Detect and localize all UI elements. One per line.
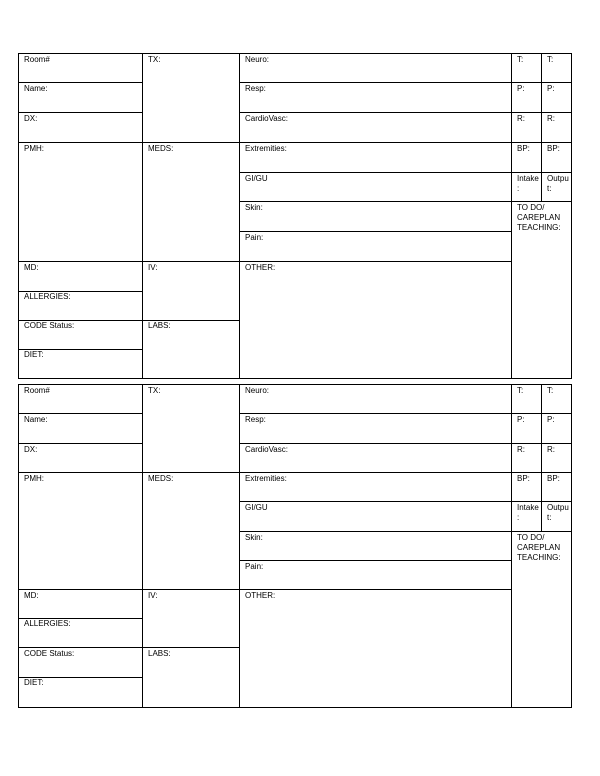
grid-line [18,647,143,648]
grid-line [239,501,512,502]
bp-label: BP: [547,474,560,483]
gigu-label: GI/GU [245,503,268,512]
room-label: Room# [24,386,50,395]
resp-rate-label: R: [517,114,525,123]
grid-line [511,413,572,414]
md-label: MD: [24,591,39,600]
grid-line [511,501,572,502]
meds-label: MEDS: [148,144,174,153]
grid-line [18,384,572,385]
room-label: Room# [24,55,50,64]
name-label: Name: [24,84,48,93]
pmh-label: PMH: [24,474,44,483]
bp-label: BP: [547,144,560,153]
report-sheet-1 [18,53,572,379]
grid-line [239,413,512,414]
temp-label: T: [547,55,554,64]
allergies-label: ALLERGIES: [24,619,71,628]
grid-line [18,53,19,379]
code-status-label: CODE Status: [24,649,75,658]
name-label: Name: [24,415,48,424]
dx-label: DX: [24,445,38,454]
grid-line [239,172,512,173]
pain-label: Pain: [245,233,264,242]
grid-line [511,172,572,173]
grid-line [511,82,572,83]
grid-line [511,142,572,143]
grid-line [239,443,512,444]
labs-label: LABS: [148,321,171,330]
diet-label: DIET: [24,350,44,359]
temp-label: T: [517,55,524,64]
resp-label: Resp: [245,84,266,93]
temp-label: T: [517,386,524,395]
bp-label: BP: [517,144,530,153]
grid-line [18,443,143,444]
output-label: Outpu t: [547,174,569,193]
neuro-label: Neuro: [245,55,270,64]
pulse-label: P: [547,415,555,424]
grid-line [18,472,143,473]
pulse-label: P: [517,84,525,93]
pain-label: Pain: [245,562,264,571]
intake-label: Intake : [517,503,539,522]
extremities-label: Extremities: [245,144,287,153]
grid-line [18,589,143,590]
grid-line [18,413,143,414]
grid-line [541,384,542,531]
grid-line [571,384,572,708]
grid-line [239,589,512,590]
grid-line [511,53,512,379]
extremities-label: Extremities: [245,474,287,483]
resp-rate-label: R: [547,114,555,123]
dx-label: DX: [24,114,38,123]
tx-label: TX: [148,386,161,395]
neuro-label: Neuro: [245,386,270,395]
grid-line [239,231,512,232]
output-label: Outpu t: [547,503,569,522]
resp-rate-label: R: [547,445,555,454]
todo-careplan-label: TO DO/ CAREPLAN TEACHING: [517,203,561,232]
allergies-label: ALLERGIES: [24,292,71,301]
grid-line [18,707,572,708]
grid-line [142,472,240,473]
grid-line [142,142,240,143]
labs-label: LABS: [148,649,171,658]
pmh-label: PMH: [24,144,44,153]
grid-line [511,531,572,532]
cardio-label: CardioVasc: [245,445,288,454]
grid-line [142,53,143,379]
grid-line [511,443,572,444]
grid-line [142,384,143,708]
grid-line [239,201,512,202]
grid-line [18,53,572,54]
skin-label: Skin: [245,203,263,212]
iv-label: IV: [148,591,158,600]
tx-label: TX: [148,55,161,64]
bp-label: BP: [517,474,530,483]
code-status-label: CODE Status: [24,321,75,330]
grid-line [18,112,143,113]
skin-label: Skin: [245,533,263,542]
gigu-label: GI/GU [245,174,268,183]
md-label: MD: [24,263,39,272]
grid-line [142,261,240,262]
other-label: OTHER: [245,263,276,272]
grid-line [511,201,572,202]
grid-line [239,531,512,532]
grid-line [511,472,572,473]
grid-line [239,261,512,262]
grid-line [541,53,542,201]
meds-label: MEDS: [148,474,174,483]
grid-line [571,53,572,379]
diet-label: DIET: [24,678,44,687]
intake-label: Intake : [517,174,539,193]
grid-line [239,560,512,561]
grid-line [18,378,572,379]
pulse-label: P: [547,84,555,93]
resp-rate-label: R: [517,445,525,454]
grid-line [239,112,512,113]
grid-line [18,82,143,83]
grid-line [239,472,512,473]
grid-line [18,261,143,262]
grid-line [239,384,240,708]
other-label: OTHER: [245,591,276,600]
todo-careplan-label: TO DO/ CAREPLAN TEACHING: [517,533,561,562]
pulse-label: P: [517,415,525,424]
grid-line [239,142,512,143]
resp-label: Resp: [245,415,266,424]
grid-line [511,112,572,113]
grid-line [18,384,19,708]
grid-line [18,142,143,143]
grid-line [142,647,240,648]
grid-line [511,384,512,708]
iv-label: IV: [148,263,158,272]
grid-line [142,589,240,590]
temp-label: T: [547,386,554,395]
report-sheet-2 [18,384,572,708]
cardio-label: CardioVasc: [245,114,288,123]
grid-line [239,82,512,83]
grid-line [239,53,240,379]
